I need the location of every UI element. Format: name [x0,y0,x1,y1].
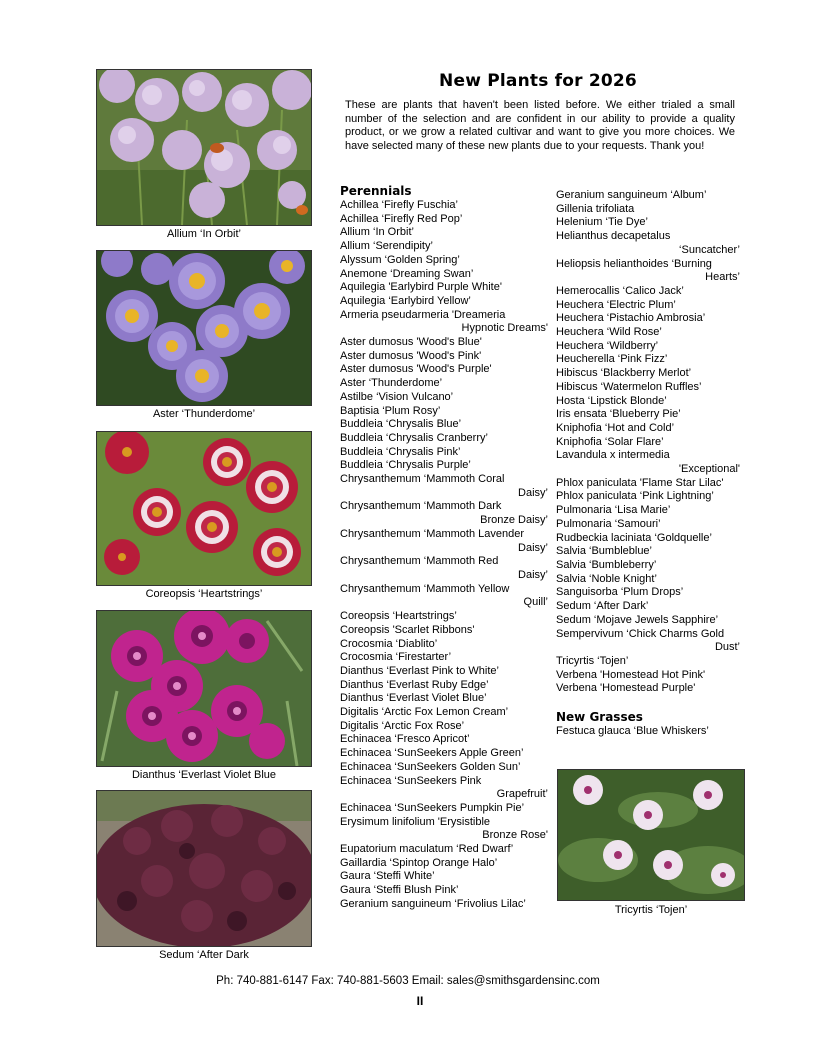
plant-name: Lavandula x intermedia [556,449,670,462]
plant-name: Geranium sanguineum ‘Frivolius Lilac’ [340,897,526,910]
plant-name: Gillenia trifoliata [556,202,635,215]
plant-list-item [340,363,548,377]
plant-list-item [556,381,740,395]
plant-name: Digitalis ‘Arctic Fox Rose’ [340,719,465,732]
plant-name-continued: Hearts’ [705,271,740,284]
plant-list-item [340,309,548,336]
plant-list-item [556,725,740,739]
plant-list-item [340,226,548,240]
plant-list-item [556,600,740,614]
plant-name: Salvia ‘Bumbleberry’ [556,558,657,571]
photo-caption: Tricyrtis ‘Tojen’ [614,904,688,916]
plant-name: Erysimum linifolium 'Erysistible [340,815,491,828]
photo-caption: Dianthus ‘Everlast Violet Blue [131,769,277,781]
plant-name: Anemone ‘Dreaming Swan’ [340,267,474,280]
allium-photo [96,69,312,226]
plant-list-item [340,268,548,282]
plant-name: Dianthus ‘Everlast Ruby Edge’ [340,678,489,691]
plant-list-item [556,504,740,518]
plant-list-item [340,747,548,761]
plant-name: Kniphofia ‘Solar Flare’ [556,435,664,448]
plant-list-item [340,733,548,747]
photo-caption: Sedum ‘After Dark [159,949,249,961]
plant-name: Aster dumosus 'Wood's Pink' [340,349,482,362]
plant-name: Tricyrtis ‘Tojen’ [556,654,629,667]
plant-list-item [340,391,548,405]
plant-list-item [340,679,548,693]
plant-name: Aster dumosus 'Wood's Purple' [340,363,492,376]
plant-name: Sedum ‘After Dark’ [556,600,649,613]
plant-list-item [556,669,740,683]
plant-name: Coreopsis ‘Heartstrings’ [340,610,457,623]
plant-list-item [340,610,548,624]
plant-list-item [340,720,548,734]
plant-name: Echinacea ‘SunSeekers Apple Green’ [340,747,524,760]
plant-name: Chrysanthemum ‘Mammoth Dark [340,500,502,513]
photo-tricyrtis [557,769,745,916]
plant-name: Hemerocallis ‘Calico Jack’ [556,284,684,297]
plant-list-item [556,285,740,299]
sedum-photo [96,790,312,947]
plant-name: Heuchera ‘Pistachio Ambrosia’ [556,312,706,325]
plant-list-item [556,559,740,573]
plant-list-item [556,532,740,546]
plant-name: Helenium ‘Tie Dye’ [556,216,648,229]
plant-list-item [340,377,548,391]
plant-list-item [340,405,548,419]
plant-list-item [556,477,740,491]
plant-list-item [340,350,548,364]
plant-name: Buddleia ‘Chrysalis Cranberry’ [340,431,488,444]
page-number: II [416,994,424,1008]
intro-paragraph: These are plants that haven't been listed before. We either trialed a small number of the selection and are confident in our ability to provide a quality product, or we grow a related cultivar and want to give you more choices. We have selected many of these new plants due to your requests. Thank you! [345,99,735,153]
plant-name: Sanguisorba ‘Plum Drops’ [556,586,684,599]
plant-list-item [340,240,548,254]
plant-list-item [340,884,548,898]
grasses-heading: New Grasses [556,710,643,725]
plant-list-item [556,367,740,381]
plant-name: Eupatorium maculatum ‘Red Dwarf’ [340,843,514,856]
plant-name: Achillea ‘Firefly Red Pop’ [340,212,463,225]
perennials-column-right [556,189,740,739]
plant-list-item [556,408,740,422]
plant-list-item [340,638,548,652]
plant-list-item [340,843,548,857]
plant-name: Chrysanthemum ‘Mammoth Lavender [340,527,525,540]
aster-photo [96,250,312,406]
plant-name-continued: Daisy’ [518,486,548,499]
plant-list-item [556,395,740,409]
plant-list-item [340,706,548,720]
plant-list-item [340,336,548,350]
plant-name: Aster ‘Thunderdome’ [340,377,443,390]
plant-list-item [556,573,740,587]
plant-name: Astilbe ‘Vision Vulcano’ [340,390,454,403]
plant-name: Gaillardia ‘Spintop Orange Halo’ [340,856,498,869]
plant-name-continued: Daisy’ [518,541,548,554]
plant-list-item [340,295,548,309]
plant-list-item [340,624,548,638]
plant-name-continued: Bronze Daisy’ [480,514,548,527]
plant-name: Echinacea ‘SunSeekers Golden Sun’ [340,760,521,773]
plant-name: Verbena 'Homestead Purple' [556,682,696,695]
plant-list-item [556,312,740,326]
plant-list-item [556,299,740,313]
plant-name: Crocosmia ‘Diablito’ [340,637,438,650]
plant-name-continued: Quill’ [523,596,548,609]
plant-name-continued: Grapefruit’ [496,788,548,801]
plant-name: Phlox paniculata ‘Pink Lightning’ [556,490,714,503]
plant-list-item [340,500,548,527]
plant-list-item [556,436,740,450]
perennials-heading: Perennials [340,184,412,198]
plant-name: Allium ‘In Orbit’ [340,226,414,239]
plant-name: Phlox paniculata 'Flame Star Lilac' [556,476,724,489]
plant-list-item [340,816,548,843]
plant-name: Dianthus ‘Everlast Pink to White’ [340,664,499,677]
plant-list-item [340,802,548,816]
plant-list-item [556,230,740,257]
plant-list-item [556,449,740,476]
plant-list-item [556,422,740,436]
plant-name: Heuchera ‘Wildberry’ [556,339,659,352]
plant-list-item [556,203,740,217]
plant-name-continued: Dust’ [714,641,740,654]
plant-name: Verbena 'Homestead Hot Pink' [556,668,706,681]
plant-name: Allium ‘Serendipity’ [340,240,433,253]
plant-list-item [556,326,740,340]
plant-list-item [556,628,740,655]
plant-name: Chrysanthemum ‘Mammoth Red [340,555,499,568]
plant-list-item [340,254,548,268]
photo-caption: Aster ‘Thunderdome’ [152,408,256,420]
plant-name: Kniphofia ‘Hot and Cold’ [556,421,675,434]
plant-name: Pulmonaria ‘Lisa Marie’ [556,504,671,517]
plant-name: Helianthus decapetalus [556,230,671,243]
plant-list-item [340,213,548,227]
plant-list-item [340,651,548,665]
plant-name: Dianthus ‘Everlast Violet Blue’ [340,692,487,705]
plant-name: Hibiscus ‘Blackberry Merlot’ [556,367,692,380]
plant-name-continued: ‘Suncatcher’ [679,243,740,256]
plant-name: Heliopsis helianthoides ‘Burning [556,257,712,270]
plant-name-continued: Bronze Rose' [482,829,548,842]
plant-name: Echinacea ‘SunSeekers Pumpkin Pie’ [340,801,525,814]
plant-list-item [556,216,740,230]
plant-list-item [556,189,740,203]
photo-caption: Allium ‘In Orbit’ [167,228,241,240]
plant-list-item [340,473,548,500]
plant-name-continued: 'Exceptional' [678,463,740,476]
plant-list-item [556,518,740,532]
plant-list-item [340,281,548,295]
plant-list-item [340,418,548,432]
plant-list-item [340,898,548,912]
plant-name: Chrysanthemum ‘Mammoth Yellow [340,582,510,595]
plant-name: Hibiscus ‘Watermelon Ruffles’ [556,380,702,393]
plant-name: Buddleia ‘Chrysalis Purple’ [340,459,471,472]
plant-name: Sedum ‘Mojave Jewels Sapphire’ [556,613,719,626]
tricyrtis-photo [557,769,745,901]
perennials-column-left [340,183,548,912]
plant-name: Achillea ‘Firefly Fuschia’ [340,199,458,211]
plant-list-item [340,870,548,884]
perennials-list-left [340,199,548,912]
plant-name: Heuchera ‘Electric Plum’ [556,298,676,311]
plant-name: Coreopsis 'Scarlet Ribbons' [340,623,475,636]
plant-list-item [340,446,548,460]
plant-name: Festuca glauca ‘Blue Whiskers’ [556,725,709,738]
plant-list-item [556,353,740,367]
plant-list-item [340,665,548,679]
plant-name: Rudbeckia laciniata ‘Goldquelle’ [556,531,712,544]
plant-name: Crocosmia ‘Firestarter’ [340,651,452,664]
plant-list-item [556,655,740,669]
plant-name: Echinacea ‘SunSeekers Pink [340,774,482,787]
plant-list-item [340,459,548,473]
plant-name: Gaura ‘Steffi White’ [340,870,435,883]
plant-list-item [556,614,740,628]
plant-name: Gaura ‘Steffi Blush Pink’ [340,884,459,897]
plant-name: Iris ensata ‘Blueberry Pie’ [556,408,681,421]
plant-name: Salvia ‘Noble Knight’ [556,572,657,585]
plant-name: Heucherella ‘Pink Fizz’ [556,353,668,366]
plant-list-item [340,692,548,706]
coreopsis-photo [96,431,312,586]
plant-name: Alyssum ‘Golden Spring’ [340,253,460,266]
plant-name: Aquilegia ‘Earlybird Yellow’ [340,294,471,307]
plant-list-item [340,583,548,610]
plant-name: Buddleia ‘Chrysalis Pink’ [340,445,461,458]
plant-name: Salvia ‘Bumbleblue’ [556,545,652,558]
plant-list-item [556,545,740,559]
plant-list-item [556,258,740,285]
plant-name: Armeria pseudarmeria 'Dreameria [340,308,506,321]
footer-contact: Ph: 740-881-6147 Fax: 740-881-5603 Email: sales@smithsgardensinc.com [216,975,600,987]
dianthus-photo [96,610,312,767]
plant-name: Buddleia ‘Chrysalis Blue’ [340,418,462,431]
plant-name: Echinacea ‘Fresco Apricot’ [340,733,470,746]
plant-name: Sempervivum ‘Chick Charms Gold [556,627,725,640]
plant-list-item [340,199,548,213]
photo-caption: Coreopsis ‘Heartstrings’ [145,588,263,600]
plant-list-item [340,857,548,871]
plant-name: Hosta ‘Lipstick Blonde’ [556,394,667,407]
plant-list-item [556,586,740,600]
perennials-list-right [556,189,740,696]
plant-name: Chrysanthemum ‘Mammoth Coral [340,473,505,486]
plant-name: Aquilegia 'Earlybird Purple White' [340,281,502,294]
page-title: New Plants for 2026 [439,71,637,91]
plant-name-continued: Daisy’ [518,568,548,581]
plant-name-continued: Hypnotic Dreams' [461,322,548,335]
plant-list-item [340,528,548,555]
plant-list-item [556,490,740,504]
plant-name: Heuchera ‘Wild Rose’ [556,326,662,339]
grasses-list [556,725,740,739]
plant-list-item [340,761,548,775]
plant-name: Digitalis ‘Arctic Fox Lemon Cream’ [340,706,509,719]
plant-name: Geranium sanguineum ‘Album’ [556,189,707,201]
plant-list-item [340,555,548,582]
plant-name: Baptisia ‘Plum Rosy’ [340,404,441,417]
plant-list-item [340,432,548,446]
plant-list-item [556,682,740,696]
plant-name: Aster dumosus 'Wood's Blue' [340,336,482,349]
plant-name: Pulmonaria ‘Samouri’ [556,517,661,530]
plant-list-item [340,775,548,802]
plant-list-item [556,340,740,354]
